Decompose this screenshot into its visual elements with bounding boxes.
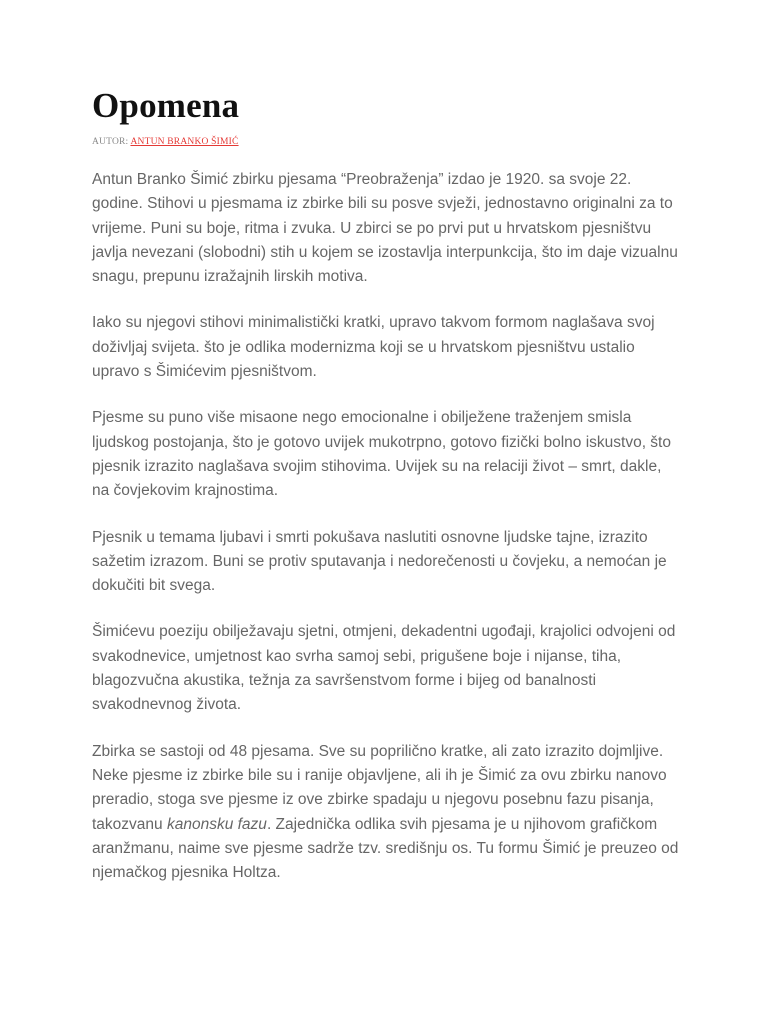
paragraph-6-emphasis: kanonsku fazu [166, 815, 267, 833]
paragraph-5: Šimićevu poeziju obilježavaju sjetni, otmjeni, dekadentni ugođaji, krajolici odvojeni od svakodnevice, umjetnost kao svrha samoj sebi, prigušene boje i nijanse, tiha, blagozvučna akustika, težnja za savršenstvom forme i bijeg od banalnosti svakodnevnog života. [92, 623, 676, 714]
byline [92, 136, 680, 148]
paragraph-4: Pjesnik u temama ljubavi i smrti pokušava naslutiti osnovne ljudske tajne, izrazito sažetim izrazom. Buni se protiv sputavanja i nedorečenosti u čovjeku, a nemoćan je dokučiti bit svega. [92, 528, 667, 595]
paragraph-2: Iako su njegovi stihovi minimalistički kratki, upravo takvom formom naglašava svoj doživljaj svijeta. što je odlika modernizma koji se u hrvatskom pjesništvu ustalio upravo s Šimićevim pjesništvom. [92, 314, 655, 381]
paragraph-3: Pjesme su puno više misaone nego emocionalne i obilježene traženjem smisla ljudskog postojanja, što je gotovo uvijek mukotrpno, gotovo fizički bolno iskustvo, što pjesnik izrazito naglašava svojim stihovima. Uvijek su na relaciji život – smrt, dakle, na čovjekovim krajnostima. [92, 409, 671, 500]
article [92, 84, 680, 907]
paragraph-1: Antun Branko Šimić zbirku pjesama “Preobraženja” izdao je 1920. sa svoje 22. godine. Stihovi u pjesmama iz zbirke bili su posve svježi, jednostavno originalni za to vrijeme. Puni su boje, ritma i zvuka. U zbirci se po prvi put u hrvatskom pjesništvu javlja nevezani (slobodni) stih u kojem se izostavlja interpunkcija, što im daje vizualnu snagu, prepunu izražajnih lirskih motiva. [92, 171, 678, 286]
paragraph-6-text-after: . Zajednička odlika svih pjesama je u njihovom grafičkom aranžmanu, naime sve pjesme sadrže tzv. središnju os. Tu formu Šimić je preuzeo od njemačkog pjesnika Holtza. [92, 815, 679, 882]
paragraph-6-text-before: Zbirka se sastoji od 48 pjesama. Sve su poprilično kratke, ali zato izrazito dojmljive. Neke pjesme iz zbirke bile su i ranije objavljene, ali ih je Šimić za ovu zbirku nanovo preradio, stoga sve pjesme iz ove zbirke spadaju u njegovu posebnu fazu pisanja, takozvanu [92, 742, 667, 833]
paragraph-6 [92, 740, 680, 886]
author-link[interactable]: ANTUN BRANKO ŠIMIĆ [130, 137, 239, 147]
article-body [92, 168, 680, 885]
page-title: Opomena [92, 86, 240, 125]
author-prefix: AUTOR: [92, 137, 129, 147]
